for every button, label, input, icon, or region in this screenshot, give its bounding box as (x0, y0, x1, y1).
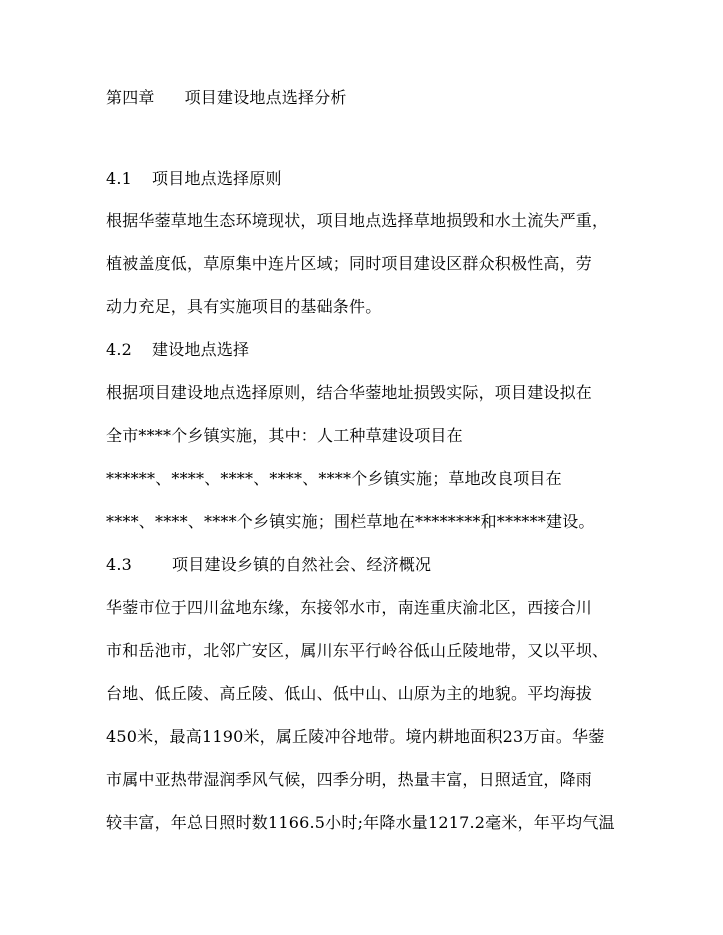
chapter-heading (106, 88, 347, 108)
section-number: 4.1 (106, 169, 133, 188)
section-heading-4-3 (106, 555, 431, 575)
paragraph-line: ******、****、****、****、****个乡镇实施；草地改良项目在 (106, 469, 562, 488)
paragraph-line: 植被盖度低，草原集中连片区域；同时项目建设区群众积极性高，劳 (106, 254, 593, 273)
section-number: 4.2 (106, 340, 133, 359)
section-title: 项目建设乡镇的自然社会、经济概况 (172, 555, 432, 574)
paragraph-line: 动力充足，具有实施项目的基础条件。 (106, 297, 382, 316)
paragraph-line: 全市****个乡镇实施，其中：人工种草建设项目在 (106, 426, 463, 445)
paragraph-line: 市和岳池市，北邻广安区，属川东平行岭谷低山丘陵地带，又以平坝、 (106, 641, 609, 660)
chapter-number: 第四章 (106, 88, 155, 107)
paragraph-line: ****、****、****个乡镇实施；围栏草地在********和******建设。 (106, 512, 595, 531)
paragraph-line: 根据项目建设地点选择原则，结合华蓥地址损毁实际，项目建设拟在 (106, 383, 593, 402)
paragraph-line: 台地、低丘陵、高丘陵、低山、低中山、山原为主的地貌。平均海拔 (106, 684, 593, 703)
paragraph-line: 450米，最高1190米，属丘陵冲谷地带。境内耕地面积23万亩。华蓥 (106, 727, 605, 746)
paragraph-line: 根据华蓥草地生态环境现状，项目地点选择草地损毁和水土流失严重， (106, 211, 609, 230)
section-heading-4-2 (106, 340, 249, 360)
section-title: 建设地点选择 (152, 340, 250, 359)
section-heading-4-1 (106, 169, 282, 189)
section-title: 项目地点选择原则 (152, 169, 282, 188)
section-number: 4.3 (106, 555, 133, 574)
paragraph-line: 市属中亚热带湿润季风气候，四季分明，热量丰富，日照适宜，降雨 (106, 770, 593, 789)
paragraph-line: 华蓥市位于四川盆地东缘，东接邻水市，南连重庆渝北区，西接合川 (106, 598, 593, 617)
paragraph-line: 较丰富，年总日照时数1166.5小时;年降水量1217.2毫米，年平均气温 (106, 813, 615, 832)
chapter-title: 项目建设地点选择分析 (184, 88, 347, 107)
